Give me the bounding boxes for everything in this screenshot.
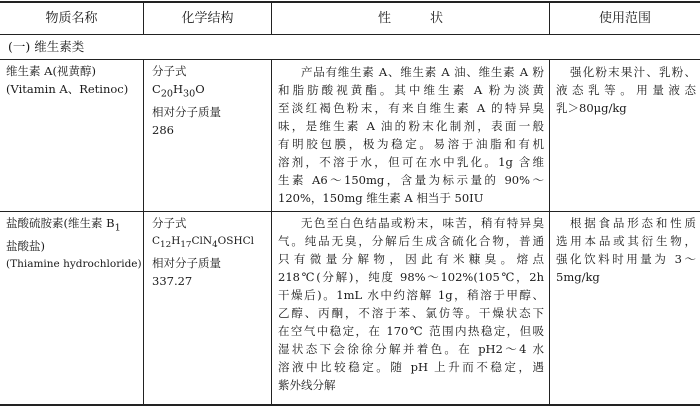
property-line: 乙醇、丙酮，不溶于苯、氯仿等。干燥状态下 bbox=[278, 306, 544, 320]
property-line: 产品有维生素 A、维生素 A 油、维生素 A 粉 bbox=[301, 65, 544, 79]
row1-usage bbox=[556, 63, 696, 117]
row2-usage bbox=[556, 214, 696, 286]
usage-line: 强化粉末果汁、乳粉、 bbox=[570, 65, 696, 79]
structure-line: 286 bbox=[152, 123, 174, 138]
property-line: 湿状态下会徐徐分解并着色。在 pH2～4 水 bbox=[278, 342, 544, 356]
row-divider bbox=[0, 211, 700, 212]
molecular-formula: $C_{20}H_{30}O$ bbox=[152, 82, 205, 100]
structure-line: 337.27 bbox=[152, 274, 193, 289]
property-line: 有明胶包膜，极为稳定。易溶于油脂和有机 bbox=[278, 137, 544, 151]
property-line: 气。纯品无臭，分解后生成含硫化合物，普通 bbox=[278, 234, 544, 248]
property-line: 溶剂，不溶于水，但可在水中乳化。1g 含维 bbox=[278, 155, 544, 169]
property-line: 218℃(分解)，纯度 98%～102%(105℃，2h bbox=[278, 270, 544, 284]
property-line: 生素 A6～150mg，含量为标示量的 90%～ bbox=[278, 173, 544, 187]
property-line: 干燥后)。1mL 水中约溶解 1g，稍溶于甲醇、 bbox=[278, 288, 544, 302]
row2-name bbox=[6, 214, 142, 273]
usage-line: 5mg/kg bbox=[556, 270, 600, 284]
property-line: 在空气中稳定，在 170℃ 范围内热稳定，但吸 bbox=[278, 324, 544, 338]
table-bottom-border bbox=[0, 404, 700, 406]
usage-line: 选用本品或其衍生物， bbox=[556, 234, 696, 248]
header-divider bbox=[0, 34, 700, 35]
property-line: 只有微量分解物，因此有米糠臭。熔点 bbox=[278, 252, 544, 266]
name-line: (Vitamin A、Retinoc) bbox=[6, 82, 129, 96]
row2-properties bbox=[278, 214, 544, 394]
column-divider-3 bbox=[549, 60, 550, 404]
property-line: 紫外线分解 bbox=[278, 378, 336, 392]
property-line: 无色至白色结晶或粉末，味苦，稍有特异臭 bbox=[301, 216, 544, 230]
usage-line: 乳＞80μg/kg bbox=[556, 101, 627, 115]
usage-line: 液态乳等。用量液态 bbox=[556, 83, 696, 97]
property-line: 溶液中比较稳定。随 pH 上升而不稳定，遇 bbox=[278, 360, 544, 374]
column-divider-1 bbox=[143, 60, 144, 404]
section-divider bbox=[0, 59, 700, 60]
header-name: 物质名称 bbox=[45, 11, 98, 26]
structure-line: 相对分子质量 bbox=[152, 256, 221, 271]
row1-structure bbox=[152, 62, 270, 139]
structure-line: 相对分子质量 bbox=[152, 105, 221, 120]
property-line: 至淡红褐色粉末，有来自维生素 A 的特异臭 bbox=[278, 101, 544, 115]
row1-properties bbox=[278, 63, 544, 207]
name-line: (Thiamine hydrochloride) bbox=[6, 258, 142, 271]
name-line: 盐酸硫胺素(维生素 $B_1$ bbox=[6, 216, 121, 234]
property-line: 和脂肪酸视黄酯。其中维生素 A 粉为淡黄 bbox=[278, 83, 544, 97]
table-top-border bbox=[0, 1, 700, 3]
section-title: (一) 维生素类 bbox=[8, 39, 85, 54]
molecular-formula: $C_{12}H_{17}ClN_4OSHCl$ bbox=[152, 235, 255, 251]
row1-name bbox=[6, 62, 142, 98]
header-usage: 使用范围 bbox=[598, 11, 651, 26]
row2-structure bbox=[152, 214, 270, 290]
structure-line: 分子式 bbox=[152, 216, 187, 230]
usage-line: 根据食品形态和性质 bbox=[570, 216, 696, 230]
structure-line: 分子式 bbox=[152, 64, 187, 78]
name-line: 盐酸盐) bbox=[6, 239, 45, 254]
property-line: 味，是维生素 A 油的粉末化制剂，表面一般 bbox=[278, 119, 544, 133]
column-divider-2 bbox=[271, 60, 272, 404]
property-line: 120%，150mg 维生素 A 相当于 50IU bbox=[278, 191, 484, 205]
name-line: 维生素 A(视黄醇) bbox=[6, 64, 96, 78]
header-properties: 性 状 bbox=[377, 11, 443, 26]
usage-line: 强化饮料时用量为 3～ bbox=[556, 252, 696, 266]
header-structure: 化学结构 bbox=[181, 11, 234, 26]
